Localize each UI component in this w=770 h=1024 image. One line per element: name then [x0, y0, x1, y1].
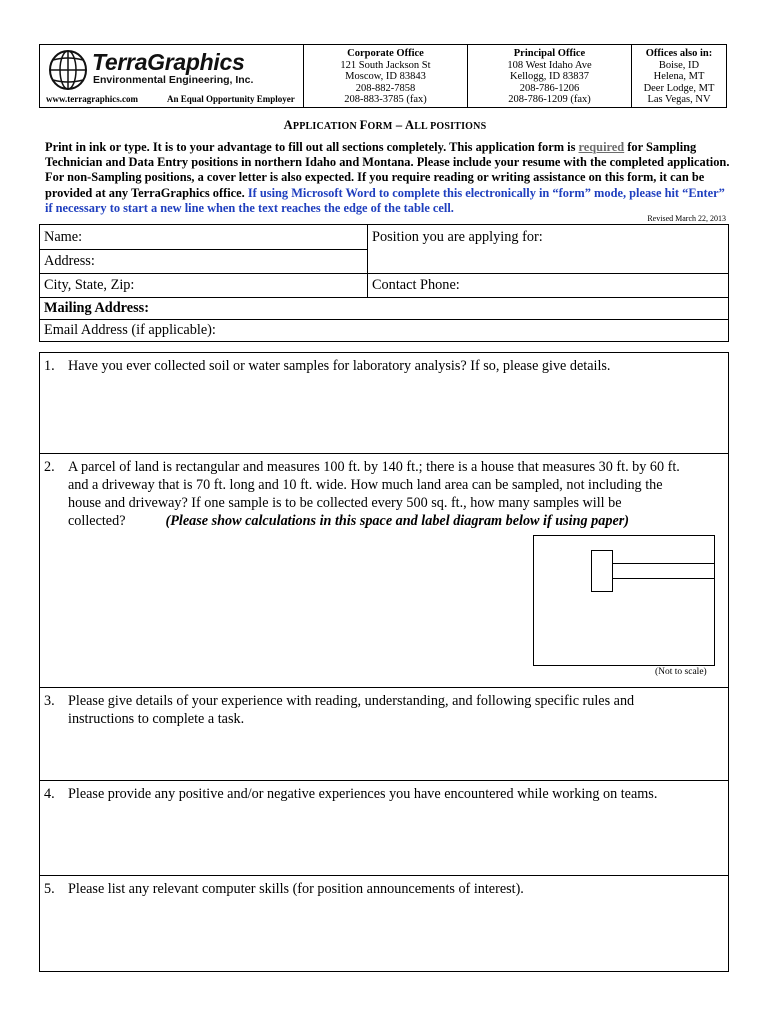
position-label: Position you are applying for: [372, 229, 543, 245]
principal-line: 108 West Idaho Ave [507, 59, 592, 71]
question-text: Please provide any positive and/or negative experiences you have encountered while working on teams. [68, 786, 658, 802]
other-offices [631, 45, 726, 107]
calculation-instruction: (Please show calculations in this space and label diagram below if using paper) [165, 513, 629, 529]
corporate-line: 121 South Jackson St [340, 59, 431, 71]
phone-field[interactable] [368, 274, 728, 298]
not-to-scale-note: (Not to scale) [655, 667, 707, 677]
mailing-address-field[interactable] [40, 298, 728, 320]
phone-label: Contact Phone: [372, 277, 460, 293]
address-field[interactable] [40, 250, 368, 274]
corporate-line: 208-883-3785 (fax) [344, 94, 427, 105]
question-text: and a driveway that is 70 ft. long and 10 ft. wide. How much land area can be sampled, not including the [68, 477, 663, 493]
question-number: 5. [44, 881, 55, 897]
principal-line: Kellogg, ID 83837 [509, 71, 590, 82]
question-text: A parcel of land is rectangular and measures 100 ft. by 140 ft.; there is a house that measures 30 ft. by 60 ft. [68, 459, 680, 475]
other-offices-title: Offices also in: [645, 48, 713, 59]
question-number: 2. [44, 459, 55, 475]
house-rectangle [591, 550, 613, 592]
globe-icon [48, 49, 88, 91]
logo-subtitle: Environmental Engineering, Inc. [93, 74, 254, 86]
question-text: instructions to complete a task. [68, 711, 245, 727]
required-link[interactable]: required [578, 140, 625, 154]
city-label: City, State, Zip: [44, 277, 135, 293]
question-5[interactable] [39, 875, 729, 972]
office-line: Las Vegas, NV [647, 94, 711, 105]
principal-office [467, 45, 631, 107]
question-text: house and driveway? If one sample is to be collected every 500 sq. ft., how many samples will be [68, 495, 622, 511]
question-text: Please give details of your experience with reading, understanding, and following specific rules and [68, 693, 635, 709]
principal-line: 208-786-1209 (fax) [508, 94, 591, 105]
email-label: Email Address (if applicable): [44, 322, 216, 338]
logo-name: TerraGraphics [92, 49, 245, 75]
revised-date: Revised March 22, 2013 [647, 214, 726, 223]
parcel-diagram [533, 535, 715, 666]
word-instructions: If using Microsoft Word to complete this electronically in “form” mode, please hit “Enter” if necessary to start a new line when the text reaches the edge of the table cell. [45, 185, 725, 215]
company-logo [40, 45, 303, 107]
question-number: 3. [44, 693, 55, 709]
office-line: Boise, ID [658, 59, 700, 71]
eoe-statement: An Equal Opportunity Employer [167, 94, 295, 104]
question-text: collected? [68, 513, 126, 529]
question-number: 4. [44, 786, 55, 802]
question-3[interactable] [39, 687, 729, 780]
letterhead [39, 44, 727, 108]
question-text: Have you ever collected soil or water samples for laboratory analysis? If so, please give details. [68, 358, 611, 374]
applicant-info-table [39, 224, 729, 342]
corporate-line: Moscow, ID 83843 [345, 71, 426, 82]
question-4[interactable] [39, 780, 729, 875]
instructions: Print in ink or type. It is to your advantage to fill out all sections completely. This application form is required for Sampling Technician and Data Entry positions in northern Idaho and Montana. Please include your resume with the completed application. For non-Sampling positions, a cover letter is also expected. If you require reading or writing assistance on this form, it can be provided at any TerraGraphics office. If using Microsoft Word to complete this electronically in “form” mode, please hit “Enter” if necessary to start a new line when the text reaches the edge of the table cell. [45, 140, 730, 215]
office-line: Deer Lodge, MT [643, 82, 715, 94]
mailing-label: Mailing Address: [44, 300, 149, 316]
email-field[interactable] [40, 320, 728, 341]
position-field[interactable] [368, 225, 728, 274]
office-line: Helena, MT [653, 71, 705, 82]
question-text: Please list any relevant computer skills (for position announcements of interest). [68, 881, 524, 897]
question-number: 1. [44, 358, 55, 374]
website-link[interactable]: www.terragraphics.com [46, 94, 138, 104]
principal-line: 208-786-1206 [519, 82, 580, 94]
principal-office-title: Principal Office [513, 48, 586, 59]
name-label: Name: [44, 229, 83, 245]
question-1[interactable] [39, 352, 729, 453]
corporate-line: 208-882-7858 [355, 82, 416, 94]
driveway-rectangle [612, 563, 715, 579]
city-field[interactable] [40, 274, 368, 298]
form-title: APPLICATION FORM – ALL POSITIONS [283, 118, 487, 132]
address-label: Address: [44, 253, 95, 269]
name-field[interactable] [40, 225, 368, 250]
corporate-office [303, 45, 467, 107]
corporate-office-title: Corporate Office [347, 48, 424, 59]
